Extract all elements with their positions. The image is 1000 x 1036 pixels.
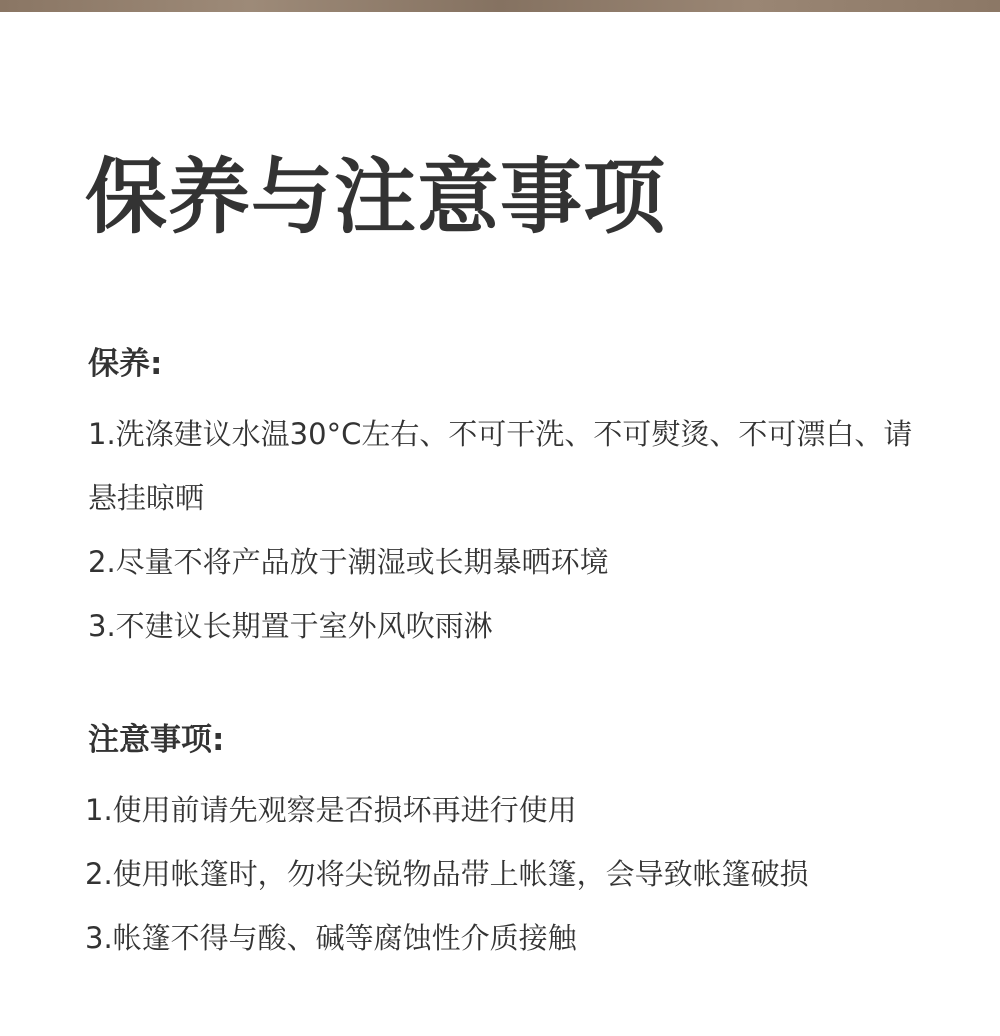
notes-item: 2.使用帐篷时，勿将尖锐物品带上帐篷，会导致帐篷破损	[85, 857, 809, 891]
page-title: 保养与注意事项	[85, 150, 667, 245]
care-item: 3.不建议长期置于室外风吹雨淋	[88, 609, 493, 643]
care-heading: 保养:	[88, 346, 163, 382]
notes-heading: 注意事项:	[88, 722, 225, 758]
care-item: 1.洗涤建议水温30°C左右、不可干洗、不可熨烫、不可漂白、请悬挂晾晒	[88, 417, 913, 515]
notes-section	[85, 712, 928, 970]
notes-item: 3.帐篷不得与酸、碱等腐蚀性介质接触	[85, 921, 577, 955]
care-section	[88, 336, 928, 658]
top-decorative-strip	[0, 0, 1000, 12]
notes-item: 1.使用前请先观察是否损坏再进行使用	[85, 793, 577, 827]
care-item: 2.尽量不将产品放于潮湿或长期暴晒环境	[88, 545, 609, 579]
care-list	[88, 402, 928, 658]
notes-list	[85, 778, 928, 970]
